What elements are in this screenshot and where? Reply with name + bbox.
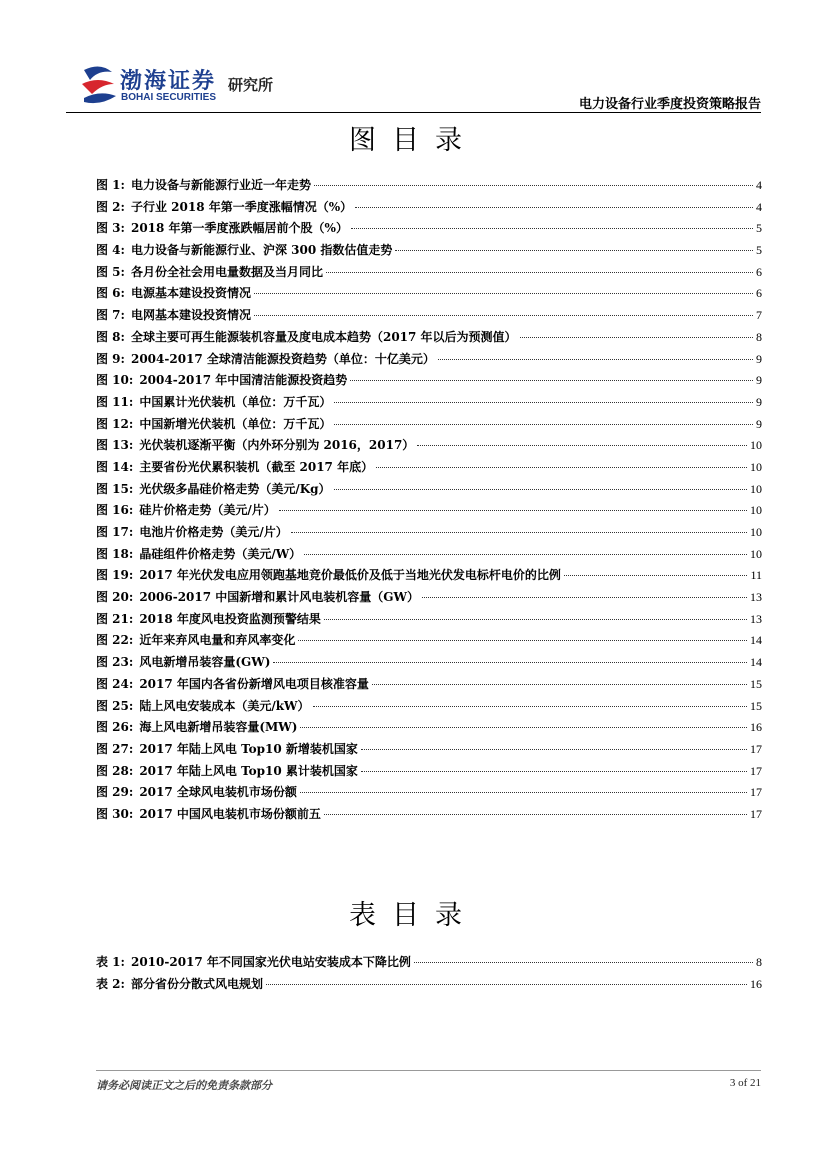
toc-entry[interactable] <box>96 783 762 805</box>
report-title: 电力设备行业季度投资策略报告 <box>578 97 761 112</box>
dot-leader <box>417 445 747 446</box>
entry-label: 图 25: <box>96 698 134 713</box>
entry-title: 光伏级多晶硅价格走势（美元/Kg） <box>139 481 331 496</box>
toc-entry[interactable] <box>96 610 762 632</box>
entry-title: 主要省份光伏累积装机（截至 2017 年底） <box>139 459 374 474</box>
entry-title: 各月份全社会用电量数据及当月同比 <box>130 264 323 279</box>
entry-label: 图 11: <box>96 394 134 409</box>
entry-label: 图 2: <box>96 199 125 214</box>
entry-page-number: 10 <box>750 481 762 496</box>
dot-leader <box>351 228 753 229</box>
entry-page-number: 8 <box>756 955 762 969</box>
toc-entry[interactable] <box>96 458 762 480</box>
toc-entry[interactable] <box>96 697 762 719</box>
toc-entry[interactable] <box>96 523 762 545</box>
header-divider <box>66 112 761 113</box>
dot-leader <box>300 792 747 793</box>
entry-title: 2010-2017 年不同国家光伏电站安装成本下降比例 <box>130 955 411 969</box>
entry-label: 图 22: <box>96 633 134 648</box>
entry-label: 图 5: <box>96 264 125 279</box>
toc-entry[interactable] <box>96 371 762 393</box>
entry-title: 中国累计光伏装机（单位：万千瓦） <box>139 394 332 409</box>
institute-name: 研究所 <box>228 76 274 94</box>
toc-entry[interactable] <box>96 975 762 997</box>
entry-label: 图 21: <box>96 611 134 626</box>
entry-title: 2004-2017 全球清洁能源投资趋势（单位：十亿美元） <box>130 351 435 366</box>
toc-entry[interactable] <box>96 415 762 437</box>
entry-title: 2017 年陆上风电 Top10 新增装机国家 <box>139 741 358 756</box>
logo-english-name: BOHAI SECURITIES <box>121 92 217 103</box>
entry-label: 图 24: <box>96 676 134 691</box>
entry-title: 电网基本建设投资情况 <box>130 308 251 323</box>
entry-title: 晶硅组件价格走势（美元/W） <box>139 546 302 561</box>
dot-leader <box>350 380 753 381</box>
entry-label: 图 27: <box>96 741 134 756</box>
dot-leader <box>334 402 753 403</box>
entry-title: 2018 年第一季度涨跌幅居前个股（%） <box>130 221 348 236</box>
entry-title: 硅片价格走势（美元/片） <box>139 503 276 518</box>
entry-label: 图 13: <box>96 438 134 453</box>
entry-page-number: 16 <box>750 720 762 735</box>
toc-entry[interactable] <box>96 241 762 263</box>
entry-label: 图 18: <box>96 546 134 561</box>
entry-page-number: 10 <box>750 438 762 453</box>
toc-entry[interactable] <box>96 176 762 198</box>
entry-title: 2017 中国风电装机市场份额前五 <box>139 806 321 821</box>
entry-label: 图 3: <box>96 221 125 236</box>
toc-entry[interactable] <box>96 566 762 588</box>
toc-entry[interactable] <box>96 588 762 610</box>
entry-title: 风电新增吊装容量(GW) <box>139 655 271 670</box>
entry-title: 电源基本建设投资情况 <box>130 286 251 301</box>
entry-label: 图 30: <box>96 806 134 821</box>
toc-entry[interactable] <box>96 284 762 306</box>
dot-leader <box>520 337 753 338</box>
entry-label: 表 1: <box>96 955 125 969</box>
entry-label: 图 19: <box>96 568 134 583</box>
entry-label: 图 9: <box>96 351 125 366</box>
entry-page-number: 16 <box>750 976 762 991</box>
dot-leader <box>324 814 747 815</box>
entry-page-number: 14 <box>750 655 762 670</box>
entry-page-number: 15 <box>750 676 762 691</box>
toc-entry[interactable] <box>96 219 762 241</box>
entry-title: 电力设备与新能源行业、沪深 300 指数估值走势 <box>130 243 393 258</box>
toc-entry[interactable] <box>96 805 762 827</box>
entry-title: 2017 全球风电装机市场份额 <box>139 785 297 800</box>
entry-title: 海上风电新增吊装容量(MW) <box>139 720 298 735</box>
entry-page-number: 8 <box>756 329 762 344</box>
dot-leader <box>304 554 747 555</box>
entry-title: 2017 年陆上风电 Top10 累计装机国家 <box>139 763 358 778</box>
entry-title: 陆上风电安装成本（美元/kW） <box>139 698 310 713</box>
toc-entry[interactable] <box>96 953 762 975</box>
dot-leader <box>355 207 753 208</box>
entry-title: 中国新增光伏装机（单位：万千瓦） <box>139 416 332 431</box>
entry-label: 图 28: <box>96 763 134 778</box>
dot-leader <box>422 597 747 598</box>
entry-page-number: 10 <box>750 546 762 561</box>
dot-leader <box>266 984 747 985</box>
entry-page-number: 9 <box>756 351 762 366</box>
entry-label: 图 15: <box>96 481 134 496</box>
logo-chinese-name: 渤海证券 <box>120 69 217 94</box>
toc-entry[interactable] <box>96 393 762 415</box>
bohai-logo-icon <box>78 62 122 106</box>
entry-page-number: 9 <box>756 416 762 431</box>
figures-list <box>96 176 762 827</box>
footer-divider <box>96 1070 761 1071</box>
entry-label: 图 6: <box>96 286 125 301</box>
entry-label: 图 14: <box>96 459 134 474</box>
dot-leader <box>324 619 747 620</box>
toc-entry[interactable] <box>96 263 762 285</box>
dot-leader <box>361 749 747 750</box>
dot-leader <box>291 532 747 533</box>
toc-entry[interactable] <box>96 718 762 740</box>
toc-entry[interactable] <box>96 436 762 458</box>
entry-title: 2017 年国内各省份新增风电项目核准容量 <box>139 676 369 691</box>
dot-leader <box>273 662 747 663</box>
dot-leader <box>334 424 753 425</box>
entry-page-number: 6 <box>756 286 762 301</box>
toc-entry[interactable] <box>96 631 762 653</box>
entry-page-number: 4 <box>756 199 762 214</box>
toc-entry[interactable] <box>96 545 762 567</box>
entry-page-number: 14 <box>750 633 762 648</box>
toc-entry[interactable] <box>96 740 762 762</box>
toc-entry[interactable] <box>96 762 762 784</box>
entry-label: 图 12: <box>96 416 134 431</box>
entry-page-number: 11 <box>750 568 762 583</box>
entry-page-number: 9 <box>756 394 762 409</box>
dot-leader <box>314 185 753 186</box>
toc-entry[interactable] <box>96 328 762 350</box>
entry-label: 图 20: <box>96 590 134 605</box>
entry-title: 2018 年度风电投资监测预警结果 <box>139 611 321 626</box>
tables-section-title: 表目录 <box>349 900 478 931</box>
entry-label: 图 29: <box>96 785 134 800</box>
dot-leader <box>254 315 753 316</box>
entry-page-number: 5 <box>756 221 762 236</box>
entry-label: 图 10: <box>96 373 134 388</box>
page-indicator: 3 of 21 <box>729 1077 761 1089</box>
dot-leader <box>438 359 753 360</box>
dot-leader <box>279 510 747 511</box>
entry-page-number: 9 <box>756 373 762 388</box>
entry-label: 图 1: <box>96 178 125 192</box>
dot-leader <box>414 962 753 963</box>
toc-entry[interactable] <box>96 306 762 328</box>
entry-page-number: 13 <box>750 611 762 626</box>
dot-leader <box>334 489 747 490</box>
disclaimer-note: 请务必阅读正文之后的免责条款部分 <box>96 1079 272 1092</box>
entry-page-number: 17 <box>750 806 762 821</box>
figures-section-title: 图目录 <box>349 125 478 156</box>
tables-list <box>96 953 762 996</box>
entry-page-number: 15 <box>750 698 762 713</box>
dot-leader <box>300 727 747 728</box>
entry-title: 子行业 2018 年第一季度涨幅情况（%） <box>130 199 353 214</box>
dot-leader <box>361 771 747 772</box>
toc-entry[interactable] <box>96 653 762 675</box>
dot-leader <box>313 706 748 707</box>
entry-label: 图 7: <box>96 308 125 323</box>
entry-page-number: 17 <box>750 785 762 800</box>
dot-leader <box>395 250 753 251</box>
entry-page-number: 10 <box>750 525 762 539</box>
entry-page-number: 6 <box>756 264 762 279</box>
entry-title: 2004-2017 年中国清洁能源投资趋势 <box>139 373 348 388</box>
entry-title: 光伏装机逐渐平衡（内外环分别为 2016，2017） <box>139 438 415 453</box>
entry-title: 2017 年光伏发电应用领跑基地竞价最低价及低于当地光伏发电标杆电价的比例 <box>139 568 561 583</box>
dot-leader <box>376 467 747 468</box>
dot-leader <box>298 640 747 641</box>
entry-label: 表 2: <box>96 976 125 991</box>
entry-label: 图 23: <box>96 655 134 670</box>
entry-label: 图 4: <box>96 243 125 258</box>
entry-title: 2006-2017 中国新增和累计风电装机容量（GW） <box>139 590 419 605</box>
entry-page-number: 10 <box>750 459 762 474</box>
entry-page-number: 13 <box>750 590 762 605</box>
entry-title: 电池片价格走势（美元/片） <box>139 525 288 539</box>
entry-page-number: 7 <box>756 308 762 323</box>
entry-label: 图 17: <box>96 525 134 539</box>
entry-label: 图 8: <box>96 329 125 344</box>
entry-page-number: 5 <box>756 243 762 258</box>
entry-page-number: 17 <box>750 763 762 778</box>
dot-leader <box>254 293 753 294</box>
entry-label: 图 26: <box>96 720 134 735</box>
entry-title: 全球主要可再生能源装机容量及度电成本趋势（2017 年以后为预测值） <box>130 329 517 344</box>
toc-entry[interactable] <box>96 350 762 372</box>
dot-leader <box>564 575 748 576</box>
toc-entry[interactable] <box>96 480 762 502</box>
dot-leader <box>326 272 753 273</box>
toc-entry[interactable] <box>96 675 762 697</box>
entry-page-number: 10 <box>750 503 762 518</box>
toc-entry[interactable] <box>96 198 762 220</box>
toc-entry[interactable] <box>96 501 762 523</box>
dot-leader <box>372 684 747 685</box>
page-header <box>0 0 827 120</box>
entry-title: 电力设备与新能源行业近一年走势 <box>130 178 311 192</box>
entry-title: 近年来弃风电量和弃风率变化 <box>139 633 296 648</box>
entry-label: 图 16: <box>96 503 134 518</box>
entry-title: 部分省份分散式风电规划 <box>130 976 263 991</box>
entry-page-number: 4 <box>756 178 762 192</box>
entry-page-number: 17 <box>750 741 762 756</box>
